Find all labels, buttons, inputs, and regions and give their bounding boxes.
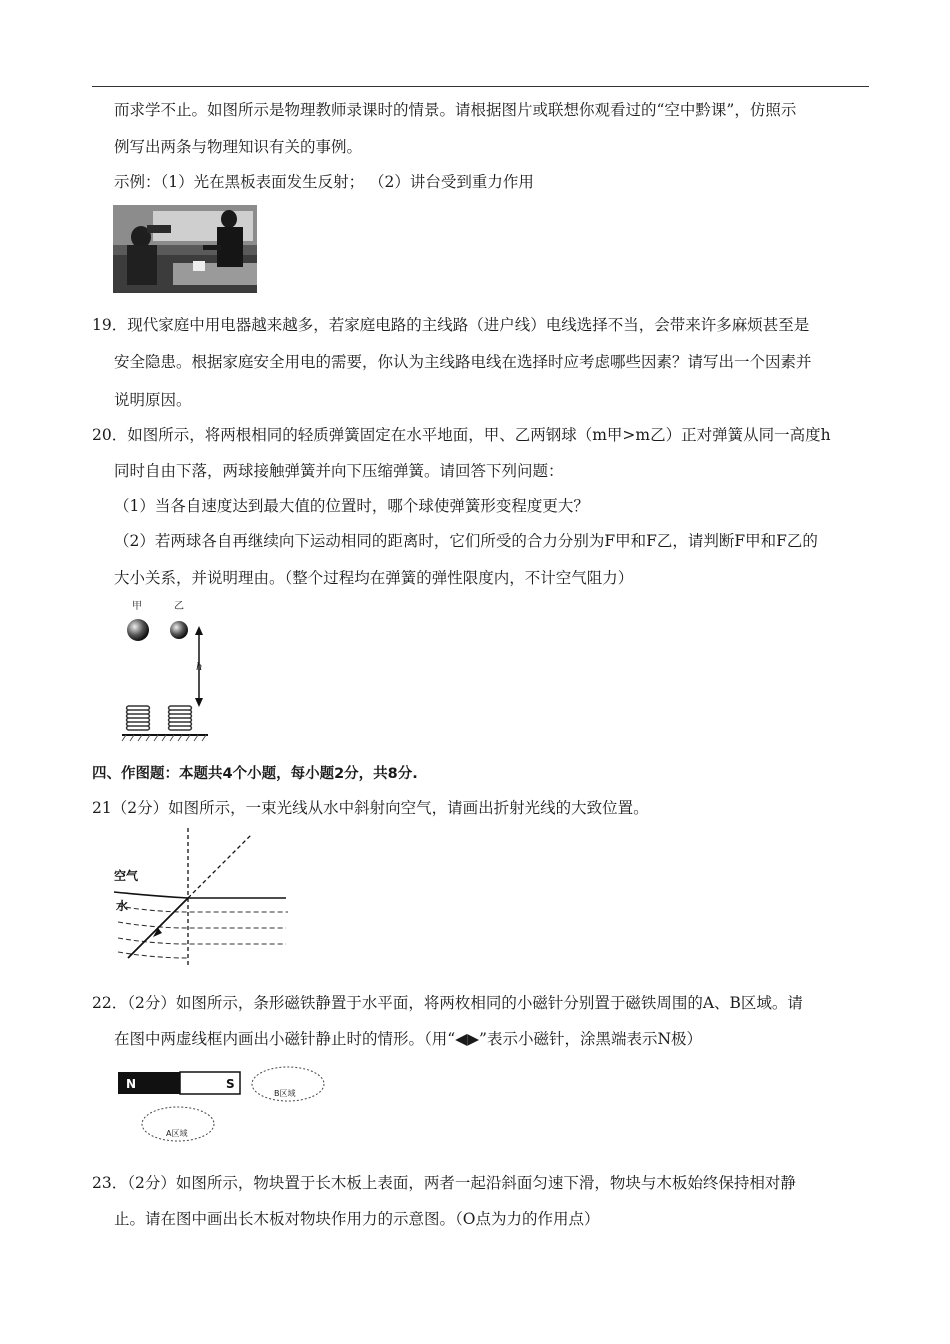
q21-line-1: 21（2分）如图所示，一束光线从水中斜射向空气，请画出折射光线的大致位置。: [92, 799, 649, 817]
q20-line-2: 同时自由下落，两球接触弹簧并向下压缩弹簧。请回答下列问题：: [114, 462, 564, 480]
refraction-figure: [114, 826, 288, 970]
q19-line-3: 说明原因。: [114, 391, 192, 409]
label-s-pole: S: [226, 1077, 235, 1091]
spring-right: [169, 706, 192, 730]
ball-jia: [127, 619, 149, 641]
magnet-figure: [116, 1062, 330, 1146]
q20-line-4: （2）若两球各自再继续向下运动相同的距离时，它们所受的合力分别为F甲和F乙，请判断F甲和F乙的: [114, 532, 818, 550]
label-water: 水: [116, 899, 129, 913]
q20-line-5: 大小关系，并说明理由。（整个过程均在弹簧的弹性限度内，不计空气阻力）: [114, 569, 634, 587]
label-n-pole: N: [126, 1077, 137, 1091]
label-h: h: [196, 662, 203, 673]
q23-line-2: 止。请在图中画出长木板对物块作用力的示意图。（O点为力的作用点）: [114, 1210, 600, 1228]
q20-line-1: 20．如图所示，将两根相同的轻质弹簧固定在水平地面，甲、乙两钢球（m甲>m乙）正对弹簧从同一高度h: [92, 426, 831, 444]
q23-line-1: 23．（2分）如图所示，物块置于长木板上表面，两者一起沿斜面匀速下滑，物块与木板始终保持相对静: [92, 1174, 796, 1192]
teacher-recording-photo: [113, 205, 257, 293]
q18-line-3: 示例：（1）光在黑板表面发生反射； （2）讲台受到重力作用: [114, 173, 534, 191]
header-rule: [92, 86, 869, 87]
label-air: 空气: [114, 869, 139, 883]
q19-line-2: 安全隐患。根据家庭安全用电的需要，你认为主线路电线在选择时应考虑哪些因素？请写出一个因素并: [114, 353, 812, 371]
springs-balls-figure: [120, 598, 212, 744]
q18-line-1: 而求学不止。如图所示是物理教师录课时的情景。请根据图片或联想你观看过的“空中黔课”，仿照示: [114, 101, 797, 119]
spring-left: [127, 706, 150, 730]
label-jia: 甲: [132, 601, 142, 612]
q20-line-3: （1）当各自速度达到最大值的位置时，哪个球使弹簧形变程度更大？: [114, 497, 589, 515]
extension-line: [188, 834, 252, 898]
q22-line-2: 在图中两虚线框内画出小磁针静止时的情形。（用“◀▶”表示小磁针，涂黑端表示N极）: [114, 1030, 703, 1048]
q19-line-1: 19．现代家庭中用电器越来越多，若家庭电路的主线路（进户线）电线选择不当，会带来许多麻烦甚至是: [92, 316, 810, 334]
q18-line-2: 例写出两条与物理知识有关的事例。: [114, 138, 363, 156]
water-surface: [114, 892, 286, 898]
ball-yi: [170, 621, 188, 639]
label-yi: 乙: [174, 601, 184, 612]
label-region-a: A区域: [166, 1129, 188, 1138]
q22-line-1: 22．（2分）如图所示，条形磁铁静置于水平面，将两枚相同的小磁针分别置于磁铁周围的A、B区域。请: [92, 994, 803, 1012]
section-4-title: 四、作图题：本题共4个小题，每小题2分，共8分.: [92, 766, 418, 782]
label-region-b: B区域: [274, 1089, 296, 1098]
